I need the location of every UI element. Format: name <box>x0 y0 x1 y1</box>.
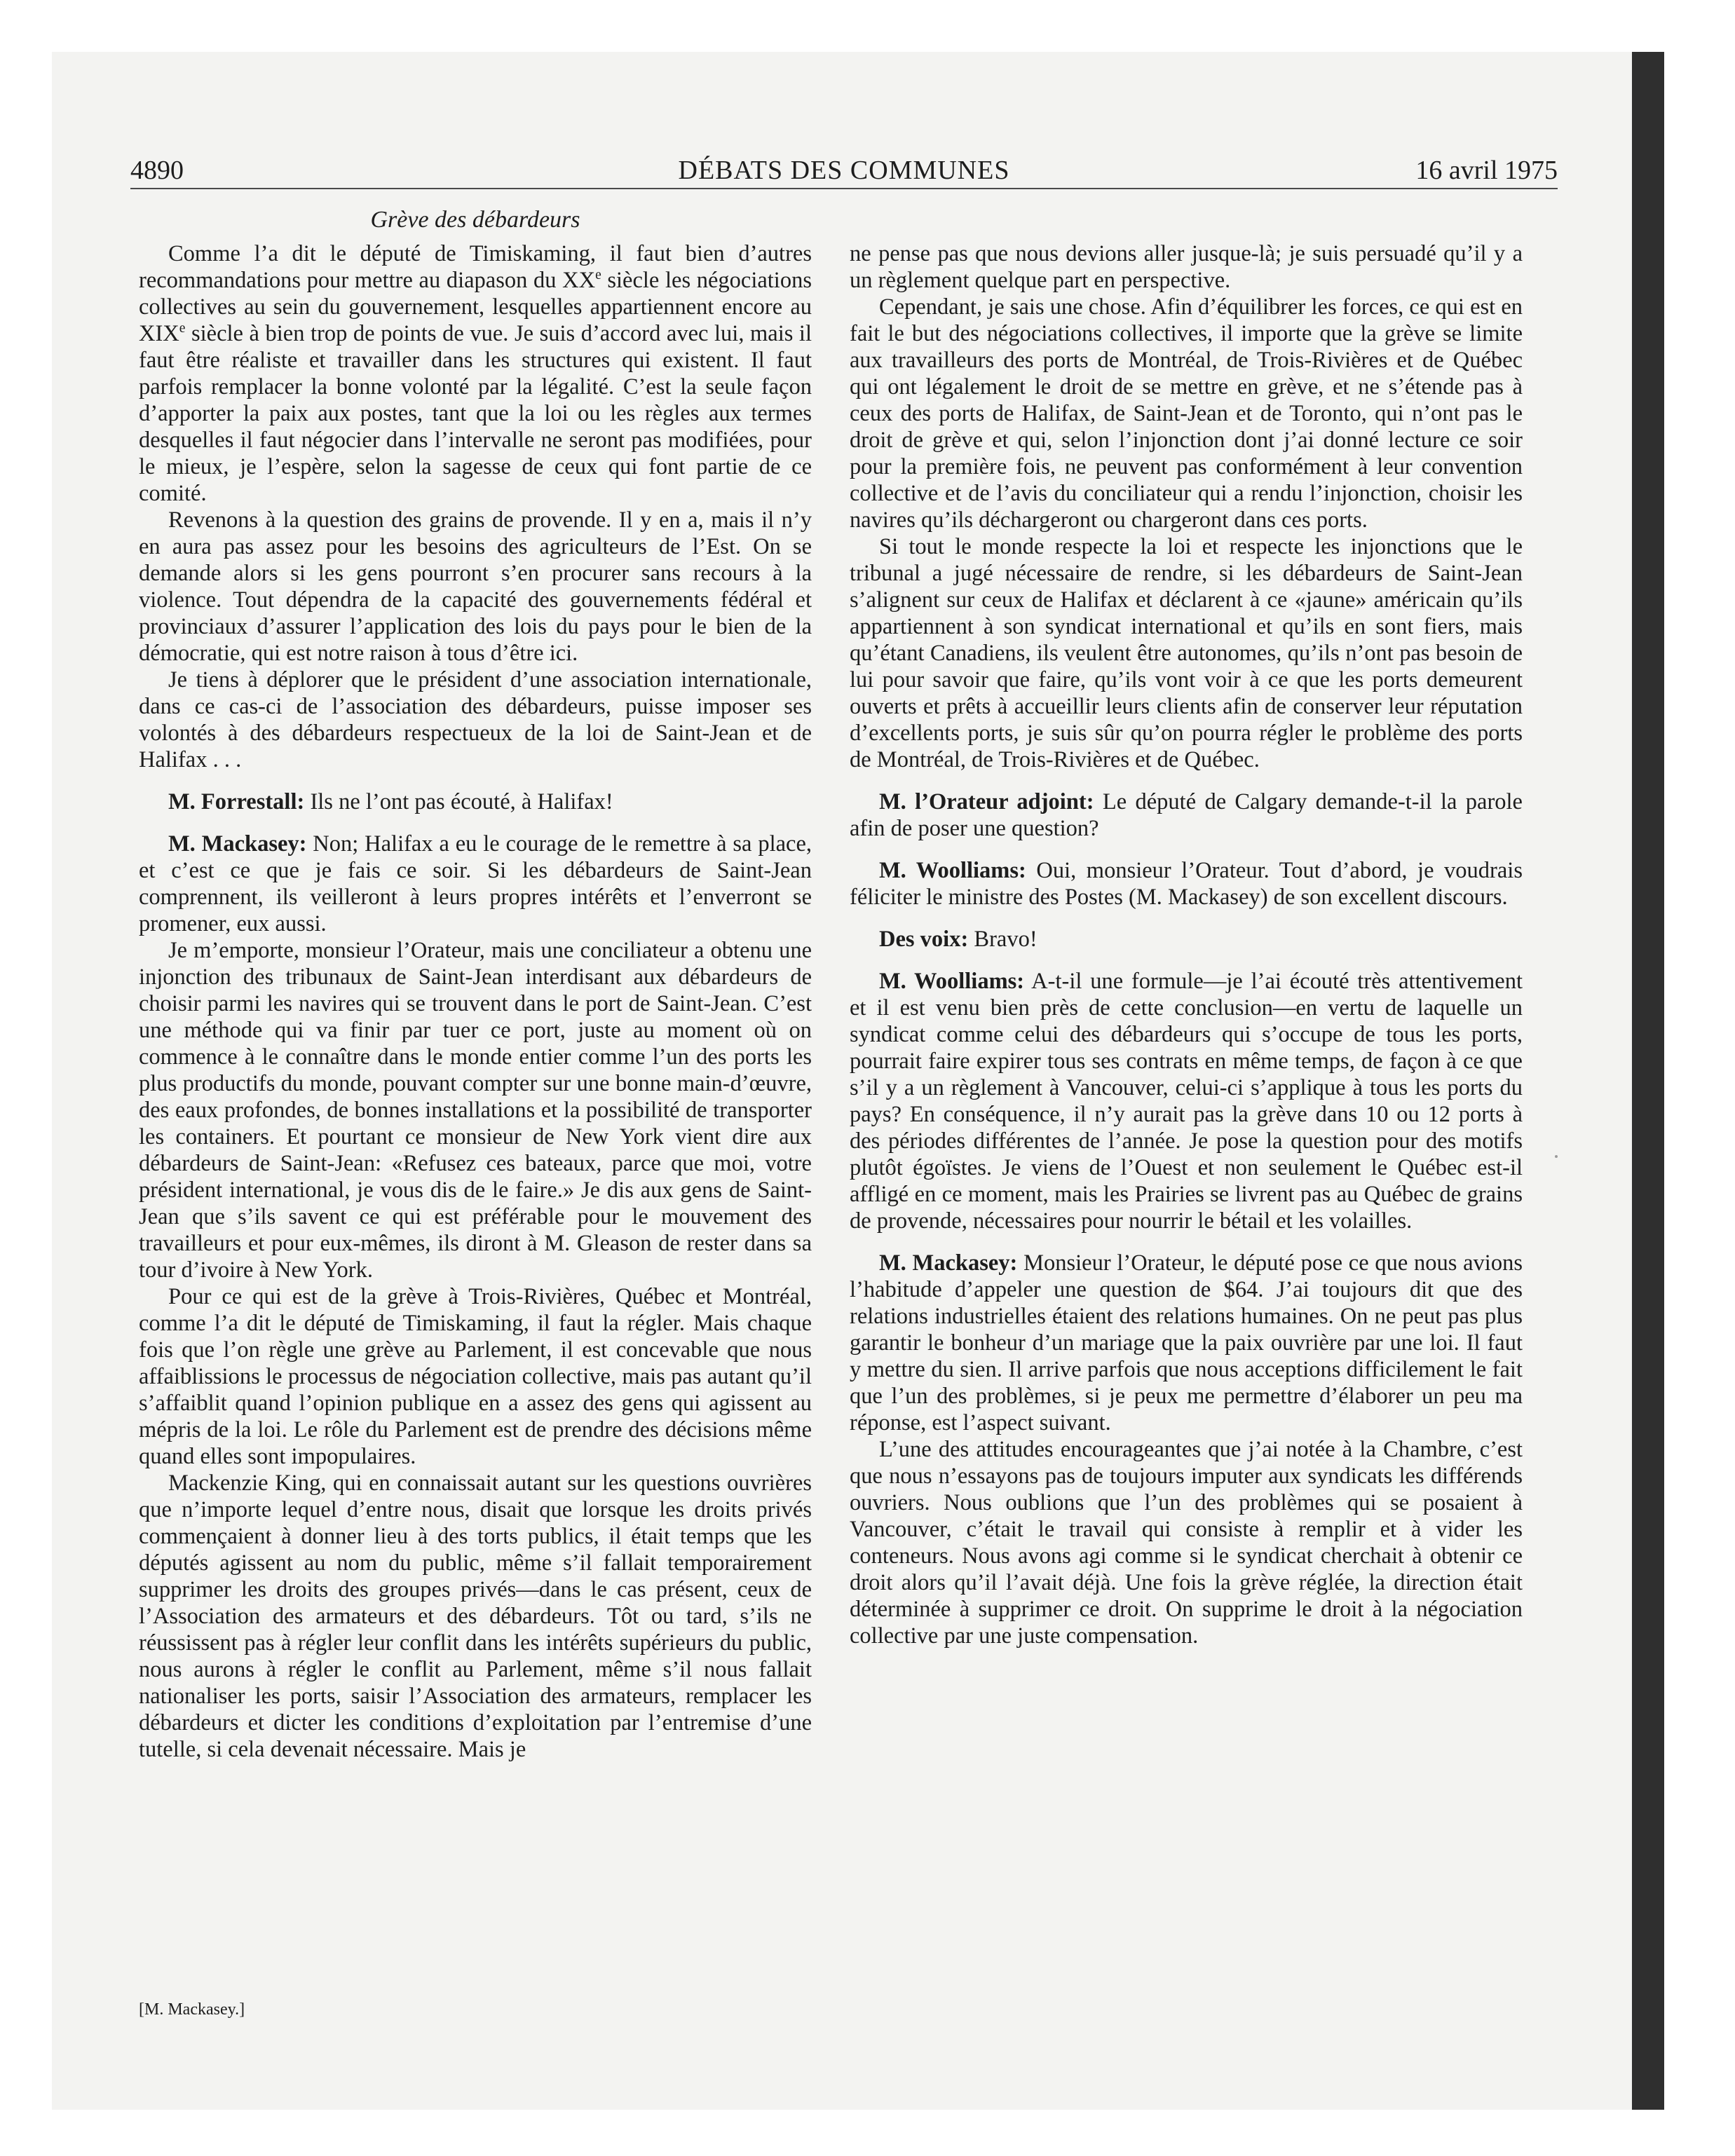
publication-title: DÉBATS DES COMMUNES <box>678 156 1010 185</box>
speech: Des voix: Bravo! <box>879 927 1037 952</box>
page-header <box>130 153 1558 188</box>
speech: M. Woolliams: A-t-il une formule—je l’ai écouté très attentivement et il est venu bien près de cette conclusion—en vertu de laquelle un syndicat comme celui des débardeurs qui s’occupe de tous les ports, pourrait faire expirer tous ses contrats en même temps, de façon à ce que s’il y a un règlement à Vancouver, celui-ci s’applique à tous les ports du pays? En conséquence, il n’y aurait pas la grève dans 10 ou 12 ports à des périodes différentes de l’année. Je pose la question pour des motifs plutôt égoïstes. Je viens de l’Ouest et non seulement le Québec est-il affligé en ce moment, mais les Prairies se livrent pas au Québec de grains de provende, nécessaires pour nourrir le bétail et les volailles. <box>850 969 1523 1234</box>
paragraph: Cependant, je sais une chose. Afin d’équilibrer les forces, ce qui est en fait le but des négociations collectives, il importe que la grève se limite aux travailleurs des ports de Montréal, de Trois-Rivières et de Québec qui ont légalement le droit de se mettre en grève, et ne s’étende pas à ceux des ports de Halifax, de Saint-Jean et de Toronto, qui n’ont pas le droit de grève et qui, selon l’injonction dont j’ai donné lecture ce soir pour la première fois, ne peuvent pas conformément à leur convention collective et de l’avis du conciliateur qui a rendu l’injonction, choisir les navires qu’ils déchargeront ou chargeront dans ces ports. <box>850 294 1523 533</box>
speaker-name: M. Woolliams: <box>879 969 1025 994</box>
speaker-name: M. l’Orateur adjoint: <box>879 789 1094 814</box>
paragraph: L’une des attitudes encourageantes que j’ai notée à la Chambre, c’est que nous n’essayons pas de toujours imputer aux syndicats les différends ouvriers. Nous oublions que l’un des problèmes qui se posaient à Vancouver, c’était le travail qui consiste à remplir et à vider les conteneurs. Nous avons agi comme si le syndicat cherchait à obtenir ce droit alors qu’il l’avait déjà. Une fois la grève réglée, la direction était déterminée à supprimer ce droit. On supprime le droit à la négociation collective par une juste compensation. <box>850 1437 1523 1649</box>
binding-edge <box>1632 52 1664 2110</box>
speech: M. Mackasey: Monsieur l’Orateur, le député pose ce que nous avions l’habitude d’appeler une question de $64. J’ai toujours dit que des relations industrielles étaient des relations humaines. On ne peut pas plus garantir le bonheur d’un mariage que la paix ouvrière par une loi. Il faut y mettre du sien. Il arrive parfois que nous acceptions difficilement le fait que l’un des problèmes, si je peux me permettre d’élaborer un peu ma réponse, est l’aspect suivant. <box>850 1250 1523 1435</box>
speaker-name: M. Forrestall: <box>168 789 305 814</box>
scan-speck <box>1555 1155 1558 1158</box>
speech: M. Forrestall: Ils ne l’ont pas écouté, à Halifax! <box>168 789 613 814</box>
header-rule <box>130 188 1558 189</box>
speaker-name: M. Woolliams: <box>879 858 1026 883</box>
speech: M. Woolliams: Oui, monsieur l’Orateur. Tout d’abord, je voudrais féliciter le ministre des Postes (M. Mackasey) de son excellent discours. <box>850 858 1523 910</box>
paragraph: Je m’emporte, monsieur l’Orateur, mais une conciliateur a obtenu une injonction des tribunaux de Saint-Jean interdisant aux débardeurs de choisir parmi les navires qui se trouvent dans le port de Saint-Jean. C’est une méthode qui va finir par tuer ce port, juste au moment où on commence à le connaître dans le monde entier comme l’un des ports les plus productifs du monde, pouvant compter sur une bonne main-d’œuvre, des eaux profondes, de bonnes installations et la possibilité de transporter les containers. Et pourtant ce monsieur de New York vient dire aux débardeurs de Saint-Jean: «Refusez ces bateaux, parce que moi, votre président international, je vous dis de le faire.» Je dis aux gens de Saint-Jean que s’ils savent ce qui est préférable pour le mouvement des travailleurs et pour eux-mêmes, ils diront à M. Gleason de rester dans sa tour d’ivoire à New York. <box>139 938 812 1283</box>
publication-date: 16 avril 1975 <box>1415 156 1558 185</box>
right-column <box>850 240 1523 1649</box>
paragraph: Mackenzie King, qui en connaissait autant sur les questions ouvrières que n’importe lequel d’entre nous, disait que lorsque les droits privés commençaient à donner lieu à des torts publics, il était temps que les députés agissent au nom du public, même s’il fallait temporairement supprimer les droits des groupes privés—dans le cas présent, ceux de l’Association des armateurs et des débardeurs. Tôt ou tard, s’ils ne réussissent pas à régler leur conflit dans les intérêts supérieurs du public, nous aurons à régler le conflit au Parlement, même s’il nous fallait nationaliser les ports, saisir l’Association des armateurs, remplacer les débardeurs et dicter les conditions d’exploitation par l’entremise d’une tutelle, si cela devenait nécessaire. Mais je <box>139 1471 812 1762</box>
page-number: 4890 <box>130 156 184 185</box>
paragraph: Je tiens à déplorer que le président d’une association internationale, dans ce cas-ci de l’association des débardeurs, puisse imposer ses volontés à des débardeurs respectueux de la loi de Saint-Jean et de Halifax . . . <box>139 667 812 772</box>
speaker-name: Des voix: <box>879 927 969 952</box>
section-running-head: Grève des débardeurs <box>370 207 580 233</box>
speech: M. l’Orateur adjoint: Le député de Calgary demande-t-il la parole afin de poser une question? <box>850 789 1523 841</box>
paragraph: Comme l’a dit le député de Timiskaming, il faut bien d’autres recommandations pour mettre au diapason du XXe siècle les négociations collectives au sein du gouvernement, lesquelles appartiennent encore au XIXe siècle à bien trop de points de vue. Je suis d’accord avec lui, mais il faut être réaliste et travailler dans les structures qui existent. Il faut parfois remplacer la bonne volonté par la légalité. C’est la seule façon d’apporter la paix aux postes, tant que la loi ou les règles aux termes desquelles il faut négocier dans l’intervalle ne seront pas modifiées, pour le mieux, je l’espère, selon la sagesse de ceux qui font partie de ce comité. <box>139 241 812 506</box>
paragraph: Pour ce qui est de la grève à Trois-Rivières, Québec et Montréal, comme l’a dit le député de Timiskaming, il faut la régler. Mais chaque fois que l’on règle une grève au Parlement, il est concevable que nous affaiblissions le processus de négociation collective, mais pas autant qu’il s’affaiblit quand l’opinion publique en a assez des gens qui agissent au mépris de la loi. Le rôle du Parlement est de prendre des décisions même quand elles sont impopulaires. <box>139 1284 812 1469</box>
paragraph: ne pense pas que nous devions aller jusque-là; je suis persuadé qu’il y a un règlement quelque part en perspective. <box>850 241 1523 293</box>
speech: M. Mackasey: Non; Halifax a eu le courage de le remettre à sa place, et c’est ce que je fais ce soir. Si les débardeurs de Saint-Jean comprennent, ils veilleront à leurs propres intérêts et l’enverront se promener, eux aussi. <box>139 831 812 936</box>
speaker-name: M. Mackasey: <box>168 831 307 857</box>
speaker-footnote: [M. Mackasey.] <box>139 2000 245 2019</box>
speaker-name: M. Mackasey: <box>879 1250 1018 1276</box>
left-column <box>139 200 812 1763</box>
paragraph: Revenons à la question des grains de provende. Il y en a, mais il n’y en aura pas assez pour les besoins des agriculteurs de l’Est. On se demande alors si les gens pourront s’en procurer sans recours à la violence. Tout dépendra de la capacité des gouvernements fédéral et provinciaux d’assurer l’application des lois du pays pour le bien de la démocratie, qui est notre raison à tous d’être ici. <box>139 507 812 666</box>
paragraph: Si tout le monde respecte la loi et respecte les injonctions que le tribunal a jugé nécessaire de rendre, si les débardeurs de Saint-Jean s’alignent sur ceux de Halifax et déclarent à ce «jaune» américain qu’ils appartiennent à son syndicat international et qu’ils en sont fiers, mais qu’étant Canadiens, ils veulent être autonomes, qu’ils n’ont pas besoin de lui pour savoir que faire, qu’ils vont voir à ce que les ports demeurent ouverts et prêts à accueillir leurs clients afin de conserver leur réputation d’excellents ports, je suis sûr qu’on pourra régler le problème des ports de Montréal, de Trois-Rivières et de Québec. <box>850 534 1523 772</box>
